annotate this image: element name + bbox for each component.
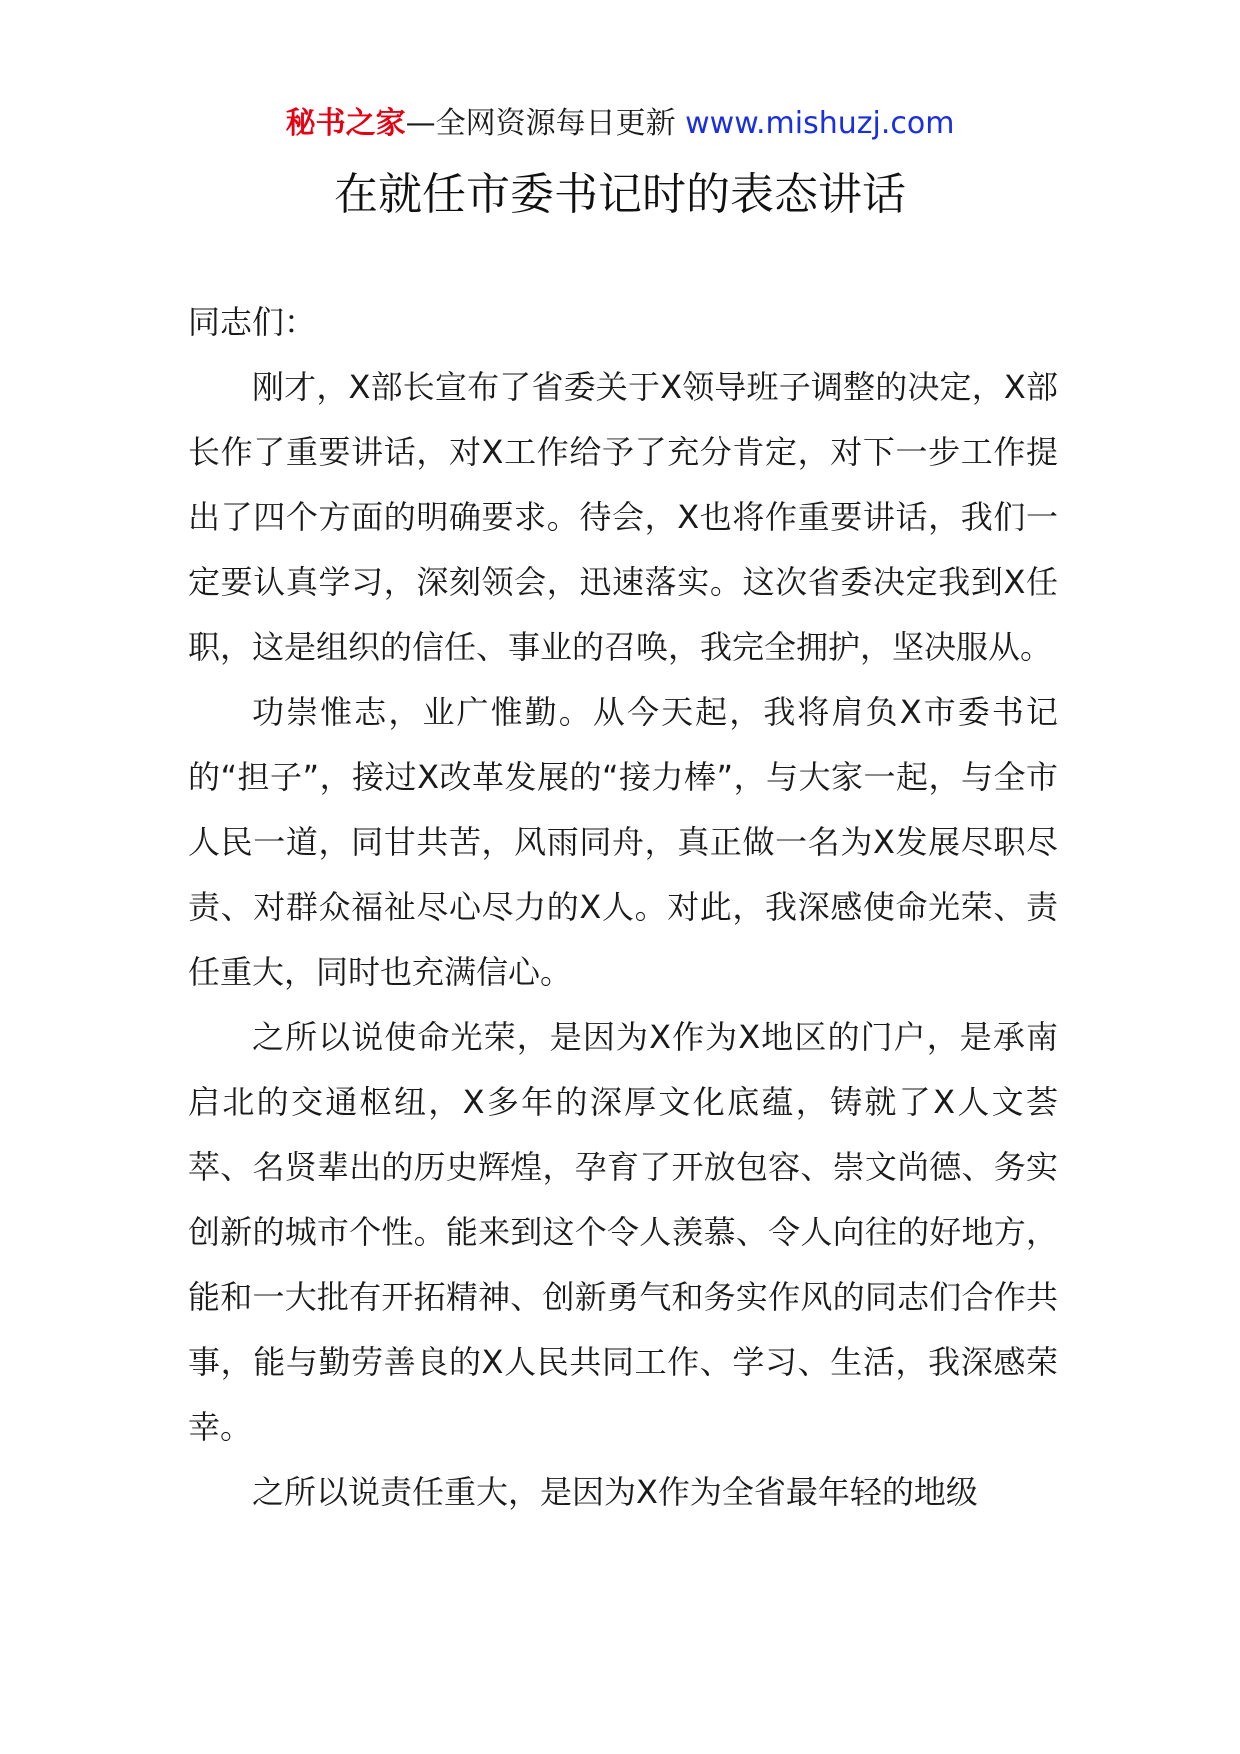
paragraph-3: 之所以说使命光荣，是因为X作为X地区的门户，是承南启北的交通枢纽，X多年的深厚文化底蕴，铸就了X人文荟萃、名贤辈出的历史辉煌，孕育了开放包容、崇文尚德、务实创新的城市个性。能来到这个令人羡慕、令人向往的好地方，能和一大批有开拓精神、创新勇气和务实作风的同志们合作共事，能与勤劳善良的X人民共同工作、学习、生活，我深感荣幸。: [188, 1018, 1058, 1446]
paragraph-2: 功崇惟志，业广惟勤。从今天起，我将肩负X市委书记的“担子”，接过X改革发展的“接力棒”，与大家一起，与全市人民一道，同甘共苦，风雨同舟，真正做一名为X发展尽职尽责、对群众福祉尽心尽力的X人。对此，我深感使命光荣、责任重大，同时也充满信心。: [188, 693, 1058, 991]
site-url-link[interactable]: www.mishuzj.com: [685, 106, 955, 141]
paragraph-4: 之所以说责任重大，是因为X作为全省最年轻的地级: [252, 1473, 978, 1511]
paragraph-1: 刚才，X部长宣布了省委关于X领导班子调整的决定，X部长作了重要讲话，对X工作给予了充分肯定，对下一步工作提出了四个方面的明确要求。待会，X也将作重要讲话，我们一定要认真学习，深刻领会，迅速落实。这次省委决定我到X任职，这是组织的信任、事业的召唤，我完全拥护，坚决服从。: [188, 368, 1058, 666]
document-body: [188, 290, 1058, 1525]
document-title: 在就任市委书记时的表态讲话: [334, 169, 906, 220]
site-header: [0, 100, 1240, 148]
brand-slogan: —全网资源每日更新: [405, 106, 676, 141]
salutation: 同志们：: [188, 303, 317, 341]
brand-name: 秘书之家: [285, 106, 406, 141]
